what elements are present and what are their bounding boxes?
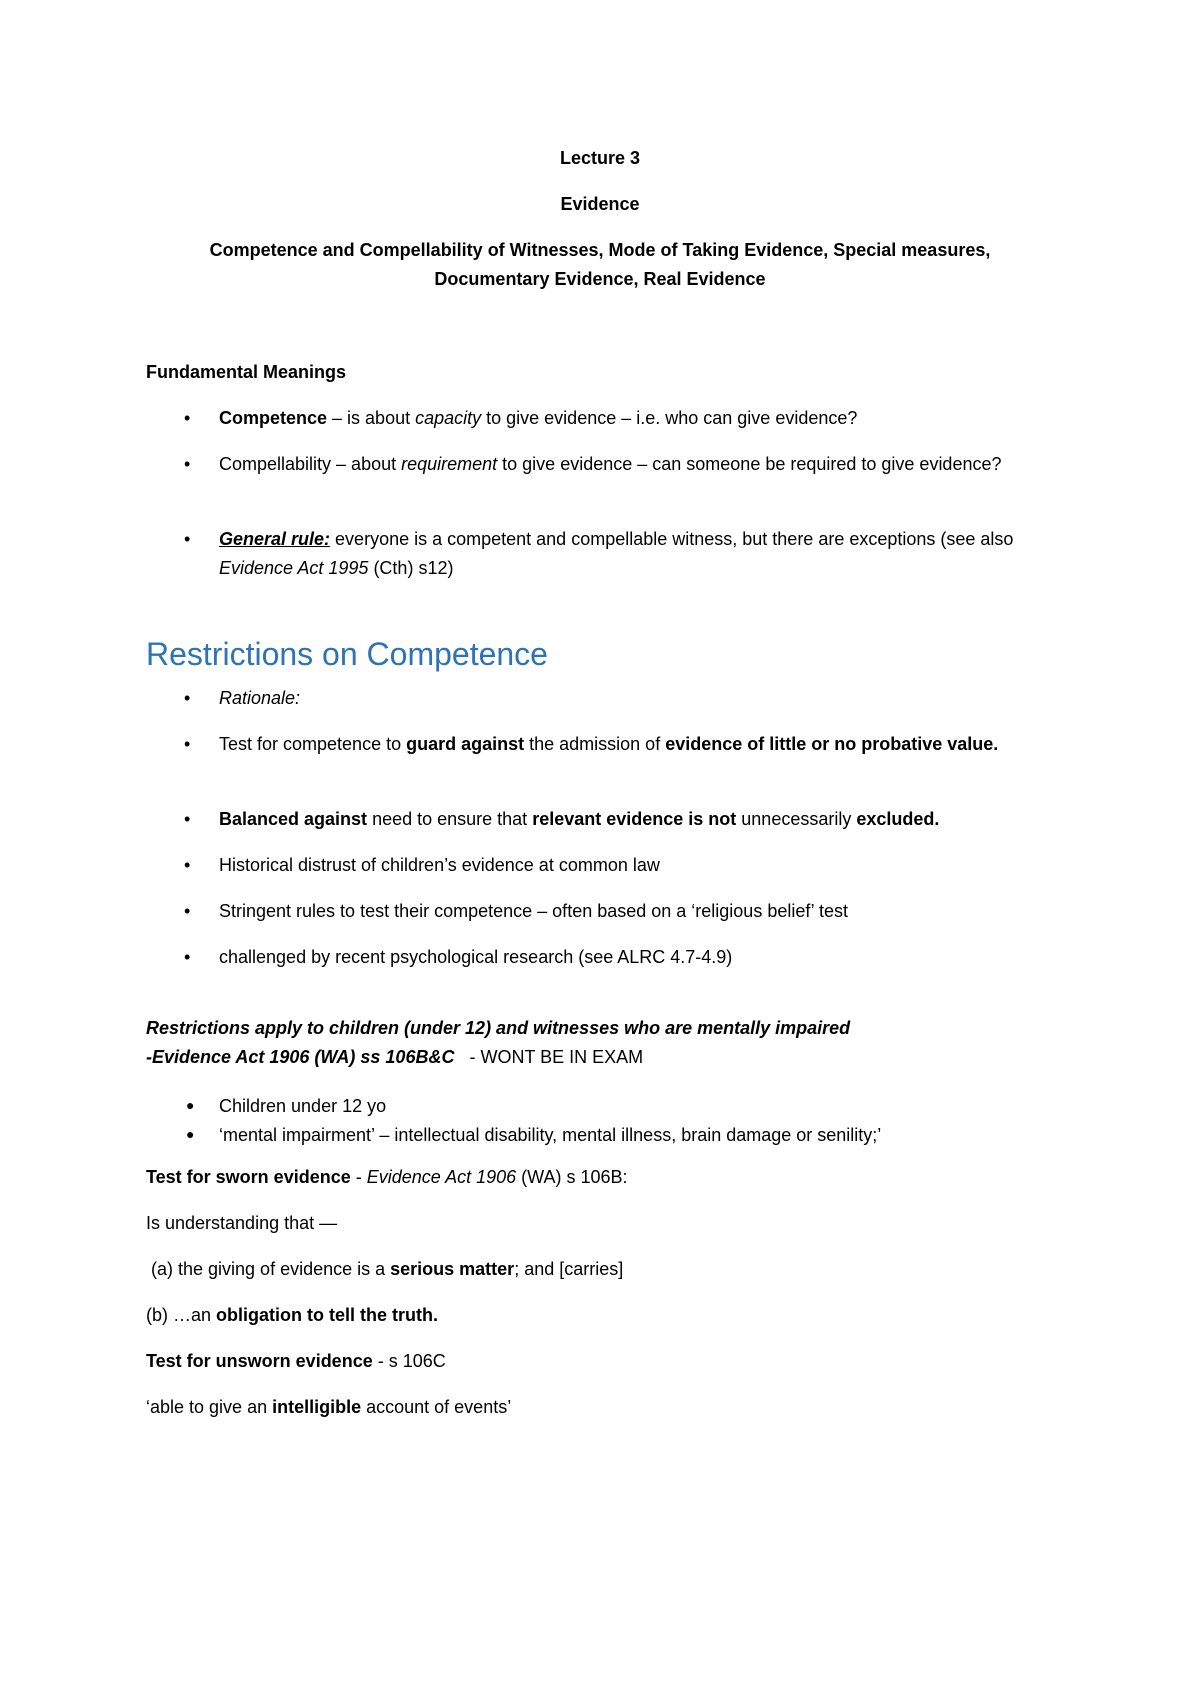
topics-line-1: Competence and Compellability of Witnesses, Mode of Taking Evidence, Special measures, xyxy=(209,240,991,260)
sworn-test-heading: Test for sworn evidence - Evidence Act 1906 (WA) s 106B: xyxy=(146,1167,628,1187)
restrictions-heading: Restrictions on Competence xyxy=(146,636,548,672)
bullet-challenged: challenged by recent psychological research (see ALRC 4.7-4.9) xyxy=(219,947,733,967)
sworn-criterion-b: (b) …an obligation to tell the truth. xyxy=(146,1305,438,1325)
term-competence: Competence xyxy=(219,408,328,428)
apply-line-1: Restrictions apply to children (under 12) and witnesses who are mentally impaired xyxy=(146,1018,851,1038)
bullet-icon: • xyxy=(184,529,191,549)
bullet-icon: • xyxy=(184,734,191,754)
bullet-stringent: Stringent rules to test their competence – often based on a ‘religious belief’ test xyxy=(219,901,849,921)
bullet-test-competence: Test for competence to guard against the admission of evidence of little or no probative value. xyxy=(219,734,999,754)
topics-line-2: Documentary Evidence, Real Evidence xyxy=(434,269,766,289)
bullet-compellability: Compellability – about requirement to give evidence – can someone be required to give evidence? xyxy=(219,454,1002,474)
bullet-icon: • xyxy=(184,688,191,708)
bullet-rationale: Rationale: xyxy=(219,688,301,708)
is-understanding-line: Is understanding that — xyxy=(146,1213,338,1233)
general-rule-label: General rule: xyxy=(219,529,331,549)
bullet-icon: • xyxy=(184,855,191,875)
bullet-icon: • xyxy=(184,408,191,428)
subject-title: Evidence xyxy=(560,194,640,214)
bullet-icon: • xyxy=(184,809,191,829)
unsworn-criterion: ‘able to give an intelligible account of events’ xyxy=(146,1397,512,1417)
bullet-general-rule: General rule: everyone is a competent and compellable witness, but there are exceptions (see also Evidence Act 1995 (Cth) s12) xyxy=(219,529,1014,578)
apply-line-2: -Evidence Act 1906 (WA) ss 106B&C - WONT BE IN EXAM xyxy=(146,1047,644,1067)
bullet-icon: • xyxy=(184,901,191,921)
fundamental-heading: Fundamental Meanings xyxy=(146,362,347,382)
bullet-competence: Competence – is about capacity to give evidence – i.e. who can give evidence? xyxy=(219,408,858,428)
bullet-icon: • xyxy=(184,947,191,967)
bullet-historical: Historical distrust of children’s evidence at common law xyxy=(219,855,660,875)
bullet-mental-impairment: ‘mental impairment’ – intellectual disability, mental illness, brain damage or senility;’ xyxy=(219,1125,882,1145)
bullet-balanced: Balanced against need to ensure that relevant evidence is not unnecessarily excluded. xyxy=(219,809,940,829)
bullet-icon: • xyxy=(184,454,191,474)
lecture-title: Lecture 3 xyxy=(559,148,641,168)
bullet-icon: ● xyxy=(186,1126,195,1142)
bullet-icon: ● xyxy=(186,1097,195,1113)
unsworn-test-heading: Test for unsworn evidence - s 106C xyxy=(146,1351,446,1371)
sworn-criterion-a: (a) the giving of evidence is a serious matter; and [carries] xyxy=(146,1259,624,1279)
bullet-children-under-12: Children under 12 yo xyxy=(219,1096,387,1116)
